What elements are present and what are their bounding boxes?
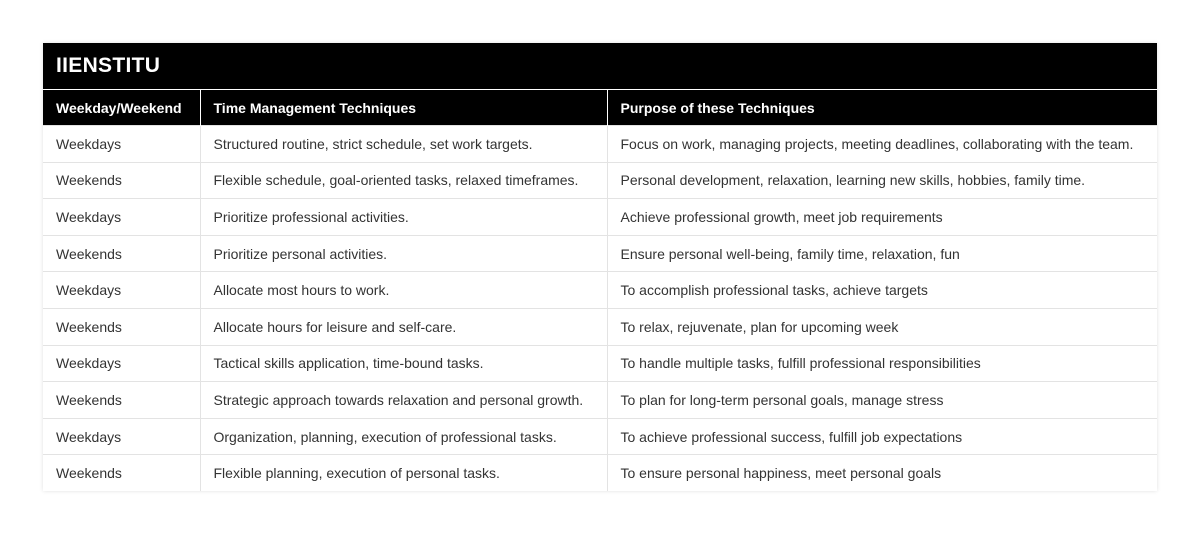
table-row: [43, 126, 1157, 163]
cell-purpose: To handle multiple tasks, fulfill professional responsibilities: [607, 345, 1157, 382]
cell-day-type: Weekends: [43, 235, 200, 272]
table-row: [43, 199, 1157, 236]
cell-day-type: Weekdays: [43, 272, 200, 309]
cell-purpose: Focus on work, managing projects, meeting deadlines, collaborating with the team.: [607, 126, 1157, 163]
cell-day-type: Weekdays: [43, 199, 200, 236]
table-body: [43, 126, 1157, 492]
comparison-table: [43, 89, 1157, 491]
cell-day-type: Weekends: [43, 382, 200, 419]
cell-purpose: To relax, rejuvenate, plan for upcoming week: [607, 308, 1157, 345]
cell-technique: Tactical skills application, time-bound tasks.: [200, 345, 607, 382]
cell-technique: Flexible planning, execution of personal tasks.: [200, 455, 607, 492]
table-row: [43, 272, 1157, 309]
header-row: [43, 90, 1157, 126]
cell-day-type: Weekdays: [43, 418, 200, 455]
cell-day-type: Weekends: [43, 455, 200, 492]
cell-day-type: Weekends: [43, 162, 200, 199]
table-header: [43, 90, 1157, 126]
column-header-purpose: Purpose of these Techniques: [607, 90, 1157, 126]
table-row: [43, 162, 1157, 199]
column-header-day-type: Weekday/Weekend: [43, 90, 200, 126]
table-row: [43, 382, 1157, 419]
comparison-table-container: [43, 43, 1157, 491]
cell-purpose: To accomplish professional tasks, achieve targets: [607, 272, 1157, 309]
brand-title: IIENSTITU: [43, 43, 1157, 89]
table-row: [43, 308, 1157, 345]
cell-purpose: To plan for long-term personal goals, manage stress: [607, 382, 1157, 419]
table-row: [43, 345, 1157, 382]
table-row: [43, 235, 1157, 272]
cell-technique: Allocate hours for leisure and self-care.: [200, 308, 607, 345]
cell-purpose: Achieve professional growth, meet job requirements: [607, 199, 1157, 236]
cell-technique: Allocate most hours to work.: [200, 272, 607, 309]
cell-day-type: Weekdays: [43, 345, 200, 382]
cell-technique: Prioritize professional activities.: [200, 199, 607, 236]
cell-technique: Organization, planning, execution of professional tasks.: [200, 418, 607, 455]
cell-technique: Prioritize personal activities.: [200, 235, 607, 272]
table-row: [43, 418, 1157, 455]
cell-technique: Strategic approach towards relaxation and personal growth.: [200, 382, 607, 419]
cell-purpose: To ensure personal happiness, meet personal goals: [607, 455, 1157, 492]
cell-purpose: Ensure personal well-being, family time, relaxation, fun: [607, 235, 1157, 272]
cell-technique: Flexible schedule, goal-oriented tasks, relaxed timeframes.: [200, 162, 607, 199]
cell-purpose: To achieve professional success, fulfill job expectations: [607, 418, 1157, 455]
column-header-techniques: Time Management Techniques: [200, 90, 607, 126]
cell-technique: Structured routine, strict schedule, set work targets.: [200, 126, 607, 163]
cell-purpose: Personal development, relaxation, learning new skills, hobbies, family time.: [607, 162, 1157, 199]
table-row: [43, 455, 1157, 492]
cell-day-type: Weekends: [43, 308, 200, 345]
cell-day-type: Weekdays: [43, 126, 200, 163]
